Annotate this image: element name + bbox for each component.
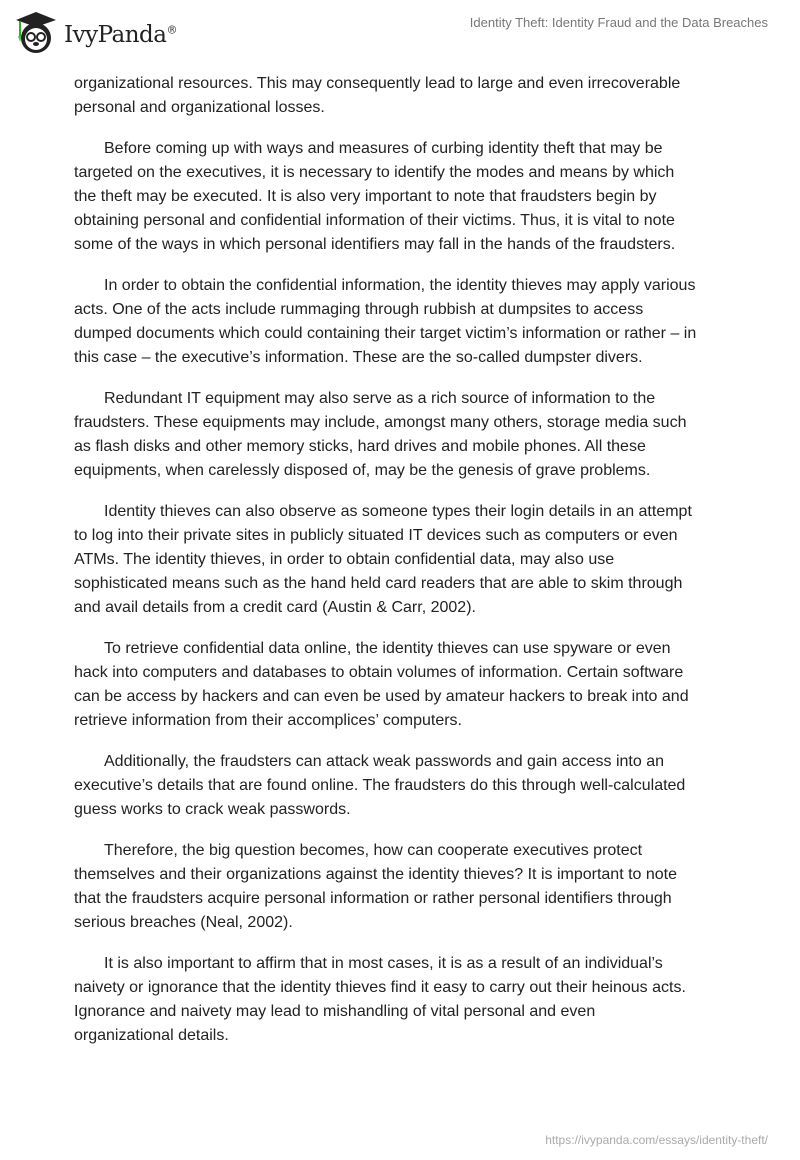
paragraph <box>74 952 754 1048</box>
text-line: obtaining personal and confidential information of their victims. Thus, it is vital to note <box>74 212 675 229</box>
paragraph <box>74 387 754 483</box>
text-line: can be access by hackers and can even be used by amateur hackers to break into and <box>74 688 689 705</box>
ivypanda-logo[interactable] <box>12 8 177 56</box>
paragraph <box>74 274 754 370</box>
text-line: guess works to crack weak passwords. <box>74 801 351 818</box>
text-line: naivety or ignorance that the identity thieves find it easy to carry out their heinous acts. <box>74 979 686 996</box>
text-line: It is also important to affirm that in most cases, it is as a result of an individual’s <box>104 955 663 972</box>
text-line: targeted on the executives, it is necessary to identify the modes and means by which <box>74 164 675 181</box>
text-line: To retrieve confidential data online, the identity thieves can use spyware or even <box>104 640 671 657</box>
text-line: hack into computers and databases to obtain volumes of information. Certain software <box>74 664 684 681</box>
text-line: organizational details. <box>74 1027 229 1044</box>
text-line: sophisticated means such as the hand held card readers that are able to skim through <box>74 575 683 592</box>
text-line: Identity thieves can also observe as someone types their login details in an attempt <box>104 503 692 520</box>
text-line: this case – the executive’s information. These are the so-called dumpster divers. <box>74 349 643 366</box>
text-line: dumped documents which could containing their target victim’s information or rather – in <box>74 325 697 342</box>
text-line: acts. One of the acts include rummaging through rubbish at dumpsites to access <box>74 301 644 318</box>
paragraph <box>74 500 754 620</box>
text-line: as flash disks and other memory sticks, hard drives and mobile phones. All these <box>74 438 646 455</box>
text-line: ATMs. The identity thieves, in order to obtain confidential data, may also use <box>74 551 615 568</box>
text-line: Therefore, the big question becomes, how can cooperate executives protect <box>104 842 643 859</box>
text-line: Before coming up with ways and measures of curbing identity theft that may be <box>104 140 663 157</box>
paragraph <box>74 839 754 935</box>
paragraph <box>74 637 754 733</box>
text-line: themselves and their organizations against the identity thieves? It is important to note <box>74 866 678 883</box>
paragraph <box>74 750 754 822</box>
text-line: equipments, when carelessly disposed of, may be the genesis of grave problems. <box>74 462 651 479</box>
text-line: the theft may be executed. It is also very important to note that fraudsters begin by <box>74 188 657 205</box>
paragraph <box>74 72 754 120</box>
text-line: and avail details from a credit card (Austin & Carr, 2002). <box>74 599 476 616</box>
text-line: serious breaches (Neal, 2002). <box>74 914 293 931</box>
logo-text: IvyPanda® <box>64 22 177 48</box>
essay-body <box>74 72 754 1065</box>
text-line: to log into their private sites in publicly situated IT devices such as computers or even <box>74 527 678 544</box>
text-line: that the fraudsters acquire personal information or rather personal identifiers through <box>74 890 672 907</box>
text-line: some of the ways in which personal identifiers may fall in the hands of the fraudsters. <box>74 236 676 253</box>
text-line: personal and organizational losses. <box>74 99 325 116</box>
panda-graduate-icon <box>12 8 60 56</box>
document-title: Identity Theft: Identity Fraud and the Data Breaches <box>469 15 768 30</box>
text-line: Additionally, the fraudsters can attack weak passwords and gain access into an <box>104 753 665 770</box>
text-line: executive’s details that are found online. The fraudsters do this through well-calculated <box>74 777 686 794</box>
text-line: retrieve information from their accomplices’ computers. <box>74 712 462 729</box>
text-line: Redundant IT equipment may also serve as a rich source of information to the <box>104 390 656 407</box>
text-line: In order to obtain the confidential information, the identity thieves may apply various <box>104 277 696 294</box>
paragraph <box>74 137 754 257</box>
source-url[interactable]: https://ivypanda.com/essays/identity-theft/ <box>545 1133 768 1147</box>
text-line: fraudsters. These equipments may include, amongst many others, storage media such <box>74 414 687 431</box>
text-line: organizational resources. This may consequently lead to large and even irrecoverable <box>74 75 681 92</box>
text-line: Ignorance and naivety may lead to mishandling of vital personal and even <box>74 1003 596 1020</box>
